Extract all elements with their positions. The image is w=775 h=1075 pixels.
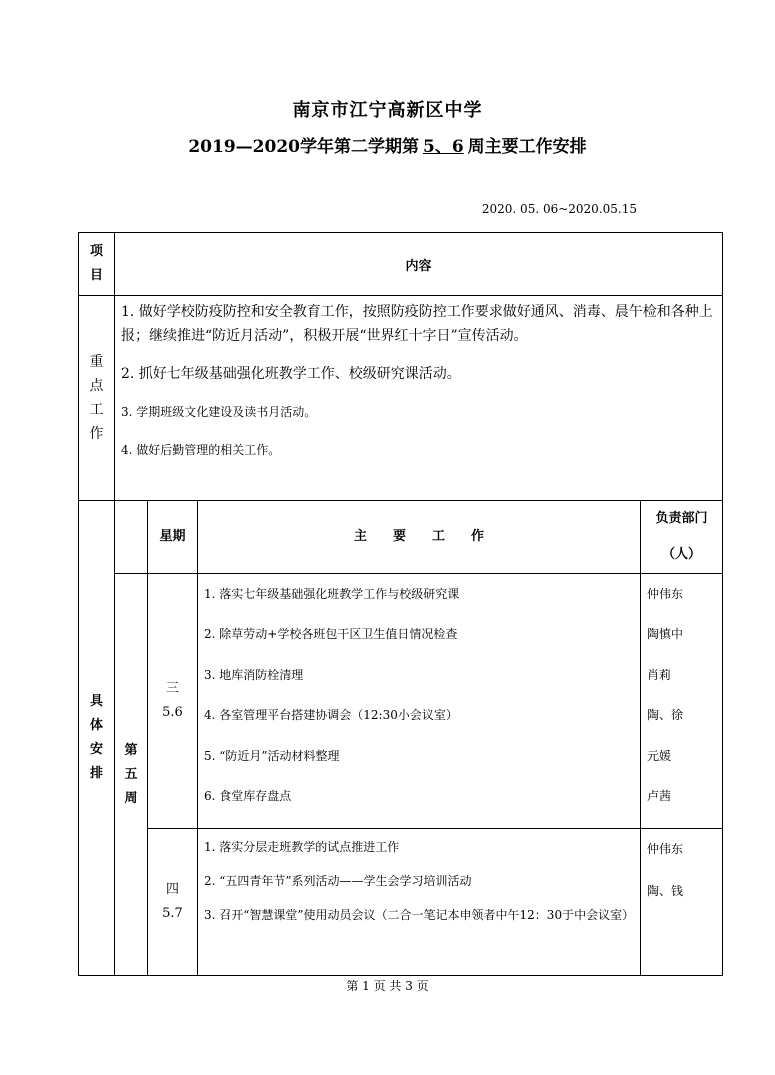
title-weeks: 5、6	[422, 137, 464, 157]
week-five-cell: 第 五 周	[115, 574, 148, 976]
title-prefix: 2019—2020学年第二学期第	[188, 137, 419, 157]
responsible-item: 卢茜	[647, 788, 672, 803]
date-range: 2020. 05. 06~2020.05.15	[481, 202, 637, 216]
schedule-label-cell: 具 体 安 排	[79, 501, 115, 976]
responsible-item: 仲伟东	[647, 587, 684, 601]
responsible-item: 陶慎中	[647, 627, 684, 642]
task-item: 3. 召开“智慧课堂”使用动员会议（二合一笔记本申领者中午12：30于中会议室）	[204, 908, 635, 923]
header-content-cell: 内容	[115, 233, 723, 296]
page-footer: 第 1 页 共 3 页	[346, 979, 429, 993]
responsible-item: 肖莉	[647, 667, 672, 682]
focus-item: 3. 学期班级文化建设及读书月活动。	[121, 405, 317, 419]
header-item-cell: 项 目	[79, 233, 115, 296]
title-suffix: 周主要工作安排	[467, 137, 587, 157]
responsible-item: 仲伟东	[647, 842, 684, 857]
tasks-wednesday	[198, 574, 641, 829]
responsible-item: 陶、钱	[647, 884, 684, 899]
tasks-thursday	[198, 829, 641, 976]
responsible-item: 陶、徐	[647, 708, 684, 723]
focus-item: 2. 抓好七年级基础强化班教学工作、校级研究课活动。	[121, 366, 461, 382]
task-item: 5. “防近月”活动材料整理	[204, 748, 340, 763]
schedule-table	[78, 232, 723, 976]
focus-label-cell: 重 点 工 作	[79, 296, 115, 501]
responsible-item: 元媛	[647, 748, 672, 763]
task-item: 2. 除草劳动+学校各班包干区卫生值日情况检查	[204, 627, 458, 642]
department-header: 负责部门 （人）	[641, 501, 723, 574]
day-cell-thursday: 四 5.7	[148, 829, 198, 976]
document-title	[0, 132, 775, 157]
school-title: 南京市江宁高新区中学	[292, 100, 483, 121]
responsible-thursday	[641, 829, 723, 976]
task-item: 1. 落实七年级基础强化班教学工作与校级研究课	[204, 587, 460, 601]
responsible-wednesday	[641, 574, 723, 829]
task-item: 6. 食堂库存盘点	[204, 788, 292, 803]
task-item: 1. 落实分层走班教学的试点推进工作	[204, 840, 400, 855]
focus-item: 1. 做好学校防疫防控和安全教育工作，按照防疫防控工作要求做好通风、消毒、晨午检和各种上报；继续推进“防近月活动”，积极开展“世界红十字日”宣传活动。	[121, 304, 713, 344]
task-item: 2. “五四青年节”系列活动——学生会学习培训活动	[204, 874, 472, 889]
weekday-header: 星期	[148, 501, 198, 574]
focus-item: 4. 做好后勤管理的相关工作。	[121, 443, 281, 457]
task-item: 4. 各室管理平台搭建协调会（12:30小会议室）	[204, 708, 458, 723]
task-item: 3. 地库消防栓清理	[204, 667, 304, 682]
main-work-header: 主 要 工 作	[198, 501, 641, 574]
empty-cell	[115, 501, 148, 574]
day-cell-wednesday: 三 5.6	[148, 574, 198, 829]
focus-content-cell	[115, 296, 723, 501]
